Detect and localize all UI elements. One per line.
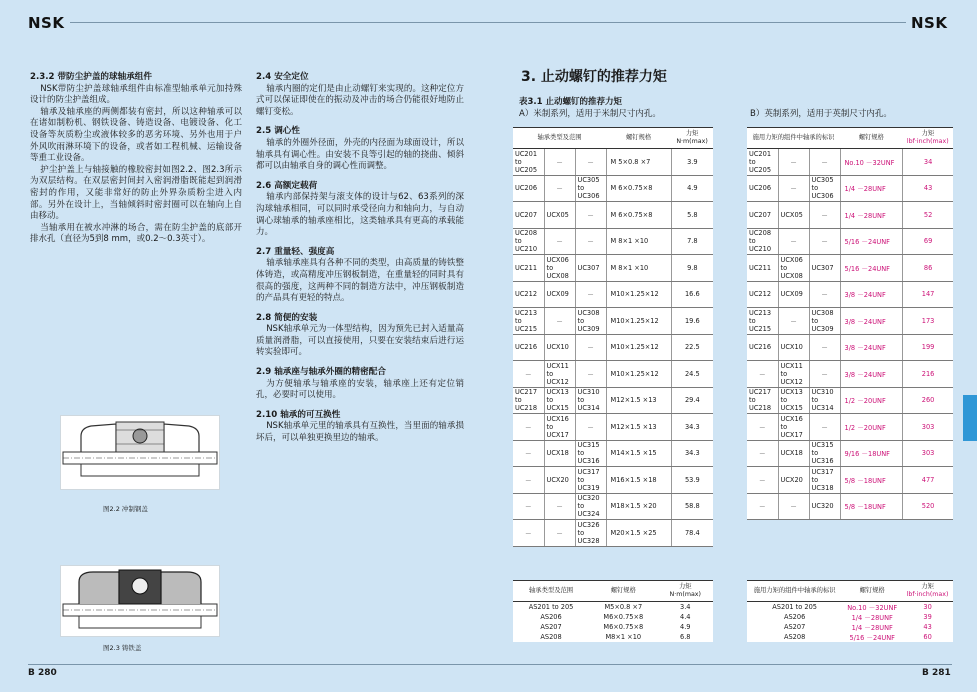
col-header-bearing: 轴承类型及范围 [513,128,606,149]
bearing-cell: UC208 to UC210 [513,228,544,255]
bearing-cell: UCX09 [778,281,809,308]
bearing-cell: UC310 to UC314 [575,387,606,414]
bearing-cell: AS207 [540,622,562,631]
bearing-cell: UC315 to UC316 [809,440,840,467]
bearing-cell: － [575,361,606,388]
screw-cell: 5/8 －18UNF [840,467,903,494]
table-row [513,632,713,642]
table-row [513,334,713,361]
screw-cell: M12×1.5 ×13 [606,414,671,441]
bearing-cell: － [747,493,778,520]
bearing-cell: － [747,361,778,388]
screw-cell: 3/8 －24UNF [840,281,903,308]
table-row [747,414,953,441]
torque-cell: 260 [903,387,953,414]
bearing-cell: UC212 [513,281,544,308]
section-heading: 2.4 安全定位 [256,72,309,82]
page-number-right: B 281 [922,668,951,678]
torque-cell: 60 [923,633,932,641]
bearing-cell: － [778,308,809,335]
bearing-cell: UC216 [513,334,544,361]
table-row [747,440,953,467]
bearing-cell: UC213 to UC215 [513,308,544,335]
bearing-cell: UC213 to UC215 [747,308,778,335]
section-heading: 2.7 重量轻、强度高 [256,246,335,257]
bearing-cell: UC308 to UC309 [809,308,840,335]
torque-cell: 34 [903,149,953,176]
bearing-cell: UC308 to UC309 [575,308,606,335]
bearing-cell: AS207 [783,623,806,631]
table-row [513,228,713,255]
torque-cell: 43 [923,623,932,631]
bearing-cell: － [544,520,575,547]
bearing-cell: UC212 [747,281,778,308]
screw-cell: M10×1.25×12 [606,281,671,308]
bearing-cell: UC320 [809,493,840,520]
torque-label: 力矩 [921,130,935,137]
torque-cell: 173 [903,308,953,335]
screw-cell: M 8×1 ×10 [606,255,671,282]
bearing-cell: UC216 [747,334,778,361]
torque-cell: 78.4 [671,520,713,547]
bearing-cell: UCX06 to UCX08 [544,255,575,282]
bearing-cell: UC201 to UC205 [513,149,544,176]
screw-cell: M 8×1 ×10 [606,228,671,255]
bearing-cell: UCX18 [544,440,575,467]
bearing-cell: UCX20 [544,467,575,494]
bearing-cell: UC317 to UC318 [809,467,840,494]
footer-rule [28,664,952,665]
table-row [513,467,713,494]
torque-cell: 52 [903,202,953,229]
bearing-cell: AS206 [783,613,806,621]
screw-cell: M8×1 ×10 [605,632,642,641]
screw-cell: M6×0.75×8 [603,612,644,621]
bearing-cell: － [809,281,840,308]
bearing-cell: － [809,149,840,176]
bearing-cell: － [544,308,575,335]
bearing-cell: UC208 to UC210 [747,228,778,255]
table-row [747,632,953,642]
table-row [513,414,713,441]
screw-cell: M 5×0.8 ×7 [606,149,671,176]
col-header-torque [903,128,953,149]
figure-2-3-caption: 图2.3 铸铁盖 [103,644,142,652]
screw-cell: 1/2 －20UNF [840,414,903,441]
bearing-cell: － [778,493,809,520]
table-row [747,202,953,229]
screw-cell: M20×1.5 ×25 [606,520,671,547]
screw-cell: M 6×0.75×8 [606,202,671,229]
bearing-cell: － [575,414,606,441]
screw-cell: 9/16 －18UNF [840,440,903,467]
bearing-cell: UCX06 to UCX08 [778,255,809,282]
section-text: 轴承内部保持架与滚支体的设计与62、63系列的深沟球轴承相同，可以同时承受径向力和轴向力，与自动调心球轴承的轴承座相比，这类轴承具有更高的承载能力。 [256,192,464,238]
section-heading: 2.9 轴承座与轴承外圈的精密配合 [256,367,386,378]
torque-cell: 86 [903,255,953,282]
torque-cell: 3.9 [671,149,713,176]
torque-cell: 7.8 [671,228,713,255]
table-row [513,202,713,229]
screw-cell: 5/16 －24UNF [840,255,903,282]
table-row [513,622,713,632]
torque-cell: 520 [903,493,953,520]
bearing-cell: UC211 [513,255,544,282]
torque-cell: 29.4 [671,387,713,414]
torque-cell: 5.8 [671,202,713,229]
table-row [513,602,713,612]
screw-cell: M14×1.5 ×15 [606,440,671,467]
section-text: 为方便轴承与轴承座的安装，轴承座上还有定位销孔，必要时可以使用。 [256,378,464,401]
paragraph: 轴承及轴承座的两侧都装有密封，所以这种轴承可以在诸如制粉机、钢铁设备、铸造设备、电镀设备、化工设备等灰质粉尘或液体较多的恶劣环境、另外也用于户外风吹雨淋环境下的设备，或者如工程机械、运输设备等重工业设备。 [30,106,242,164]
section-text: NSK轴承单元里的轴承具有互换性，当里面的轴承损坏后，可以单独更换里边的轴承。 [256,421,464,444]
table-row [513,612,713,622]
table-row [513,255,713,282]
bearing-cell: － [778,149,809,176]
metric-series-label: A）米制系列，适用于米制尺寸内孔。 [519,109,661,119]
bearing-cell: UCX13 to UCX15 [778,387,809,414]
inch-series-label: B）英制系列，适用于英制尺寸内孔。 [750,109,892,119]
bearing-cell: － [747,440,778,467]
bearing-cell: － [809,334,840,361]
torque-cell: 39 [923,613,932,621]
table-row [513,281,713,308]
bearing-cell: UC207 [513,202,544,229]
bearing-cell: UCX10 [778,334,809,361]
bearing-cell: UCX16 to UCX17 [778,414,809,441]
torque-cell: 6.8 [680,632,691,641]
table-title: 表3.1 止动螺钉的推荐力矩 [519,97,623,107]
screw-cell: M16×1.5 ×18 [606,467,671,494]
bearing-cell: AS201 to 205 [772,603,817,611]
torque-label: 力矩 [678,583,692,590]
screw-cell: M10×1.25×12 [606,334,671,361]
bearing-cell: AS206 [540,612,562,621]
bearing-cell: UCX20 [778,467,809,494]
inch-torque-table [747,127,953,520]
section-text: 轴承内圈的定们是由止动螺钉来实现的。这种定位方式可以保证即使在的振动及冲击的场合仍能很好地防止螺钉变松。 [256,83,464,117]
screw-cell: M12×1.5 ×13 [606,387,671,414]
table-row [747,255,953,282]
bearing-cell: AS201 to 205 [528,602,574,611]
section-title-2-3-2: 2.3.2 带防尘护盖的球轴承组件 [30,72,152,82]
screw-cell: M10×1.25×12 [606,308,671,335]
screw-cell: M6×0.75×8 [603,622,644,631]
screw-cell: 1/4 －28UNF [851,614,893,622]
bearing-cell: UCX18 [778,440,809,467]
figure-2-2-caption: 图2.2 冲制钢盖 [103,505,148,513]
screw-cell: 5/16 －24UNF [840,228,903,255]
torque-cell: 3.4 [680,602,691,611]
bearing-cell: － [544,175,575,202]
bearing-cell: － [513,361,544,388]
screw-cell: No.10 －32UNF [840,149,903,176]
table-row [513,361,713,388]
torque-label: 力矩 [921,583,934,590]
bearing-cell: UC317 to UC319 [575,467,606,494]
bearing-cell: － [575,228,606,255]
section-heading: 2.10 轴承的可互换性 [256,409,341,420]
bearing-cell: UC217 to UC218 [513,387,544,414]
bearing-cell: UCX09 [544,281,575,308]
bearing-cell: AS208 [783,633,806,641]
torque-unit: N·m(max) [669,591,701,598]
paragraph: 护尘护盖上与轴接触的橡胶密封如图2.2、图2.3所示为双层结构。在双层密封间封入密润滑脂既能起到润滑密封的作用，又能非常好的防止外界杂质粉尘进入内部。另外在设计上，当轴倾斜时密封圈可以在轴向上自由移动。 [30,164,242,222]
figure-2-3 [60,565,220,637]
bearing-cell: UC207 [747,202,778,229]
torque-cell: 477 [903,467,953,494]
bearing-cell: UC326 to UC328 [575,520,606,547]
torque-unit: lbf·inch(max) [906,591,949,598]
table-row [747,602,953,613]
bearing-cell: UCX05 [544,202,575,229]
col-header-torque [671,128,713,149]
torque-cell: 24.5 [671,361,713,388]
table-row [747,493,953,520]
col-header-screw: 螺钉规格 [842,581,902,602]
table-row [513,149,713,176]
screw-cell: No.10 －32UNF [847,604,898,612]
bearing-cell: UC305 to UC306 [809,175,840,202]
bearing-cell: AS208 [540,632,562,641]
bearing-cell: － [513,414,544,441]
screw-cell: 3/8 －24UNF [840,334,903,361]
nsk-logo-left: NSK [28,14,65,32]
torque-unit: lbf·inch(max) [906,138,949,145]
bearing-cell: － [809,228,840,255]
torque-cell: 199 [903,334,953,361]
bearing-cell: － [747,414,778,441]
screw-cell: 3/8 －24UNF [840,308,903,335]
col-header-bearing: 施用力矩的组件中轴承的标识 [747,581,842,602]
torque-cell: 4.9 [671,175,713,202]
torque-cell: 22.5 [671,334,713,361]
page-number-left: B 280 [28,668,57,678]
torque-cell: 216 [903,361,953,388]
as-inch-torque-table [747,580,953,642]
torque-cell: 43 [903,175,953,202]
table-row [747,467,953,494]
torque-cell: 303 [903,440,953,467]
torque-cell: 53.9 [671,467,713,494]
figure-2-2 [60,415,220,490]
bearing-cell: UC211 [747,255,778,282]
bearing-cell: － [513,467,544,494]
table-row [513,440,713,467]
table-row [513,175,713,202]
torque-cell: 34.3 [671,414,713,441]
col-header-torque [902,581,953,602]
table-row [747,612,953,622]
cast-iron-cover-drawing [61,566,219,636]
bearing-cell: － [809,202,840,229]
paragraph: 当轴承用在被水冲淋的场合，需在防尘护盖的底部开排水孔（直径为5到8 mm，或0.2～0.3英寸）。 [30,222,242,245]
table-row [747,387,953,414]
torque-cell: 34.3 [671,440,713,467]
section-text: NSK轴承单元为一体型结构，因为预先已封入适量高质量润滑脂，可以直接使用，只要在安装结束后进行运转实验即可。 [256,324,464,358]
section-text: 轴承轴承座具有各种不同的类型，由高质量的铸铁整体铸造，或高精度冲压钢板制造，在重量轻的同时具有很高的强度，这两种不同的制造方法中，冲压钢板制造的产品具有更轻的特点。 [256,258,464,304]
bearing-cell: UC217 to UC218 [747,387,778,414]
paragraph: NSK带防尘护盖球轴承组件由标准型轴承单元加持殊设计的防尘护盖组成。 [30,83,242,106]
bearing-cell: － [809,414,840,441]
torque-unit: N·m(max) [676,138,708,145]
torque-cell: 19.6 [671,308,713,335]
header-rule [70,22,906,23]
bearing-cell: UC315 to UC316 [575,440,606,467]
table-row [513,308,713,335]
bearing-cell: UC201 to UC205 [747,149,778,176]
screw-cell: M18×1.5 ×20 [606,493,671,520]
bearing-cell: UC320 to UC324 [575,493,606,520]
left-column-2 [256,69,464,450]
bearing-cell: － [544,149,575,176]
screw-cell: 1/4 －28UNF [840,202,903,229]
screw-cell: 5/16 －24UNF [849,634,895,642]
col-header-screw: 螺钉规格 [589,581,657,602]
stamped-steel-cover-drawing [61,416,219,489]
section-heading: 2.6 高额定载荷 [256,180,318,191]
bearing-cell: － [575,281,606,308]
screw-cell: 1/4 －28UNF [840,175,903,202]
bearing-cell: UC305 to UC306 [575,175,606,202]
section-tab [963,395,977,441]
table-row [747,308,953,335]
screw-cell: 3/8 －24UNF [840,361,903,388]
bearing-cell: UC307 [809,255,840,282]
col-header-screw: 螺钉规格 [606,128,671,149]
bearing-cell: － [513,493,544,520]
torque-cell: 303 [903,414,953,441]
bearing-cell: － [575,334,606,361]
bearing-cell: UCX05 [778,202,809,229]
bearing-cell: UC310 to UC314 [809,387,840,414]
bearing-cell: － [544,493,575,520]
bearing-cell: UC206 [747,175,778,202]
screw-cell: 1/4 －28UNF [851,624,893,632]
metric-torque-table [513,127,713,547]
bearing-cell: － [575,202,606,229]
bearing-cell: UCX16 to UCX17 [544,414,575,441]
torque-cell: 58.8 [671,493,713,520]
bearing-cell: － [575,149,606,176]
screw-cell: M10×1.25×12 [606,361,671,388]
bearing-cell: UC307 [575,255,606,282]
torque-cell: 4.9 [680,622,691,631]
table-row [747,149,953,176]
section-text: 轴承的外圈外径面，外壳的内径面为球面设计，所以轴承具有调心性。由安装不良等引起的轴的挠曲、倾斜都可以由轴承自身的调心性而调整。 [256,137,464,172]
torque-label: 力矩 [685,130,699,137]
table-row [513,520,713,547]
bearing-cell: UCX11 to UCX12 [544,361,575,388]
table-row [747,361,953,388]
screw-cell: M 6×0.75×8 [606,175,671,202]
bearing-cell: － [778,228,809,255]
torque-cell: 30 [923,603,932,611]
torque-cell: 16.6 [671,281,713,308]
screw-cell: 1/2 －20UNF [840,387,903,414]
section-heading: 2.8 简便的安装 [256,312,318,323]
bearing-cell: － [513,440,544,467]
bearing-cell: － [747,467,778,494]
col-header-screw: 螺钉规格 [840,128,903,149]
nsk-logo-right: NSK [911,14,948,32]
as-metric-torque-table [513,580,713,642]
table-row [747,175,953,202]
left-column-1 [30,69,242,246]
section-heading: 2.5 调心性 [256,126,300,137]
screw-cell: M5×0.8 ×7 [604,602,643,611]
col-header-bearing: 施用力矩的组件中轴承的标识 [747,128,840,149]
bearing-cell: UCX13 to UCX15 [544,387,575,414]
bearing-cell: － [544,228,575,255]
bearing-cell: UCX11 to UCX12 [778,361,809,388]
table-row [747,622,953,632]
col-header-bearing: 轴承类型及范围 [513,581,589,602]
torque-cell: 147 [903,281,953,308]
screw-cell: 5/8 －18UNF [840,493,903,520]
torque-cell: 4.4 [680,612,691,621]
section-title-3: 3. 止动螺钉的推荐力矩 [521,69,667,85]
table-row [747,228,953,255]
table-row [747,334,953,361]
table-row [513,387,713,414]
table-row [747,281,953,308]
bearing-cell: UC206 [513,175,544,202]
bearing-cell: － [778,175,809,202]
bearing-cell: － [513,520,544,547]
bearing-cell: － [809,361,840,388]
torque-cell: 9.8 [671,255,713,282]
table-row [513,493,713,520]
col-header-torque [658,581,713,602]
torque-cell: 69 [903,228,953,255]
bearing-cell: UCX10 [544,334,575,361]
